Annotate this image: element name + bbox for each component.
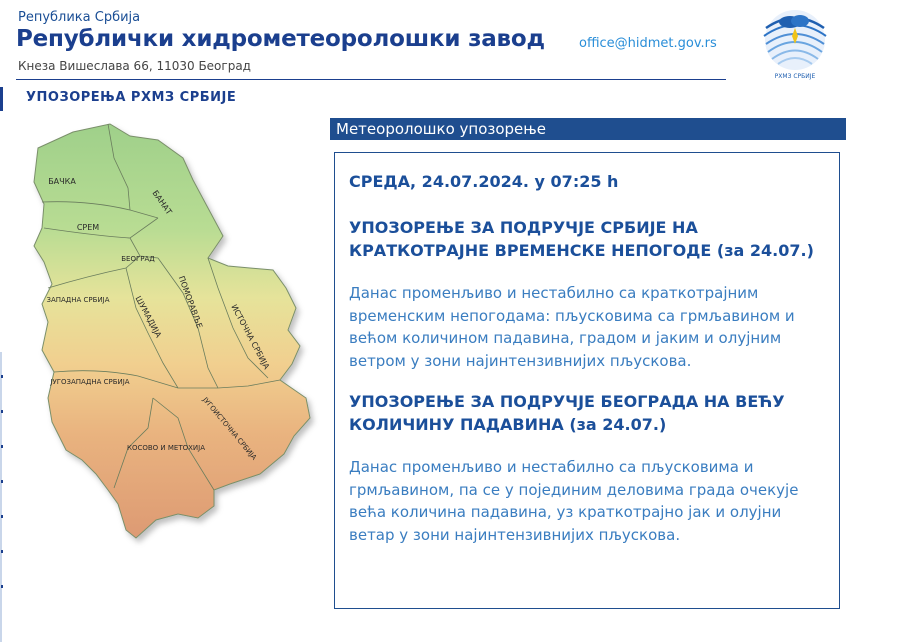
edge-mark (1, 515, 3, 518)
logo-caption: РХМЗ СРБИЈЕ (774, 73, 816, 80)
edge-mark (1, 585, 3, 588)
edge-mark (1, 550, 3, 553)
region-label-zapadna-srbija: ЗАПАДНА СРБИЈА (46, 296, 110, 304)
region-label-istocna-srbija: ИСТОЧНА СРБИЈА (229, 302, 272, 371)
edge-mark (1, 445, 3, 448)
republic-label: Република Србија (18, 10, 141, 25)
region-label-beograd: БЕОГРАД (121, 255, 155, 263)
region-label-pomoravlje: ПОМОРАВЉЕ (176, 274, 205, 330)
edge-mark (1, 480, 3, 483)
region-label-jugozapadna-srbija: ЈУГОЗАПАДНА СРБИЈА (50, 378, 130, 386)
warning-date: СРЕДА, 24.07.2024. у 07:25 h (349, 172, 619, 191)
warning-heading-serbia: УПОЗОРЕЊЕ ЗА ПОДРУЧЈЕ СРБИЈЕ НА КРАТКОТРАЈНЕ ВРЕМЕНСКЕ НЕПОГОДЕ (за 24.07.) (349, 218, 814, 260)
serbia-outline (34, 124, 310, 538)
header-divider (16, 79, 726, 80)
region-label-sumadija: ШУМАДИЈА (133, 294, 163, 340)
warnings-nav-title[interactable]: УПОЗОРЕЊА РХМЗ СРБИЈЕ (26, 90, 237, 105)
edge-mark (1, 375, 3, 378)
rhmz-logo-icon[interactable] (754, 6, 836, 82)
panel-title: Метеоролошко упозорење (330, 118, 846, 140)
region-label-kosovo-metohija: КОСОВО И МЕТОХИЈА (126, 444, 206, 452)
left-edge-bar-bottom (0, 352, 2, 642)
left-edge-bar-top (0, 87, 3, 111)
region-label-backa: БАЧКА (48, 177, 76, 186)
region-label-jugoistocna-srbija: ЈУГОИСТОЧНА СРБИЈА (201, 395, 259, 462)
region-label-srem: СРЕМ (76, 223, 100, 232)
address-text: Кнеза Вишеслава 66, 11030 Београд (18, 59, 251, 73)
warning-text-belgrade: Данас променљиво и нестабилно са пљусковима и грмљавином, па се у појединим деловима града очекује већа количина падавина, уз краткотрајно јак и олујни ветар у зони најинтензивнијих пљускова. (349, 458, 799, 544)
warning-panel (334, 152, 840, 609)
edge-mark (1, 410, 3, 413)
serbia-regions-map[interactable] (18, 118, 323, 548)
institute-title[interactable]: Републички хидрометеоролошки завод (16, 26, 545, 52)
warning-text-serbia: Данас променљиво и нестабилно са краткотрајним временским непогодама: пљусковима са грмљавином и већом количином падавина, градом и јаким и олујним ветром у зони најинтензивнијих пљускова. (349, 284, 795, 370)
email-link[interactable]: office@hidmet.gov.rs (579, 36, 717, 51)
warning-heading-belgrade: УПОЗОРЕЊЕ ЗА ПОДРУЧЈЕ БЕОГРАДА НА ВЕЋУ КОЛИЧИНУ ПАДАВИНА (за 24.07.) (349, 392, 785, 434)
region-label-banat: БАНАТ (150, 188, 174, 217)
site-header (0, 0, 900, 84)
